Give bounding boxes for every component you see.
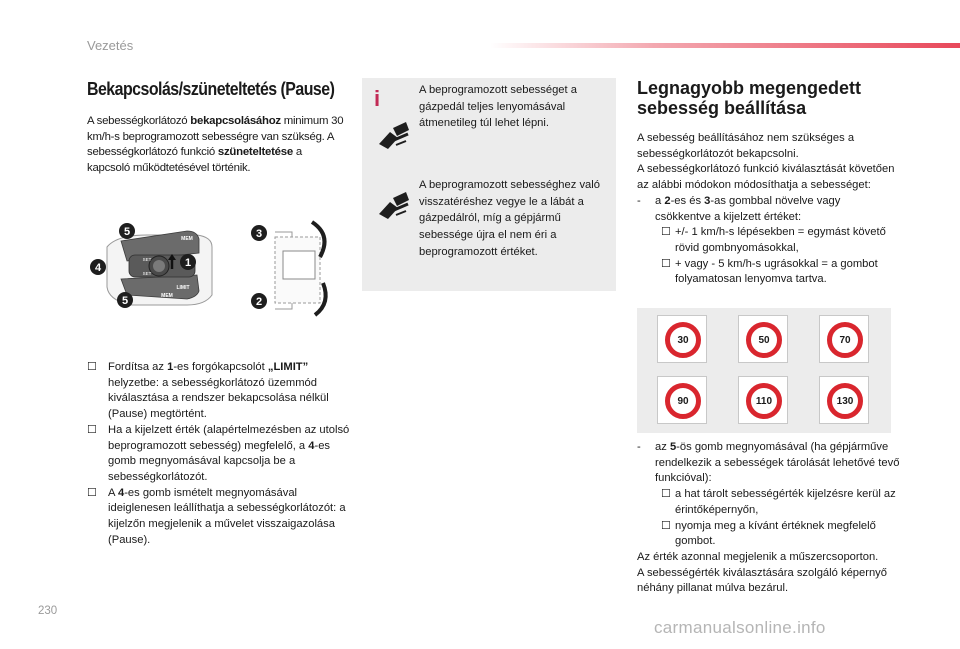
speed-sign-70: 70 bbox=[827, 322, 863, 358]
speed-sign-30: 30 bbox=[665, 322, 701, 358]
svg-text:5: 5 bbox=[123, 226, 131, 238]
bullet-mark-icon: ☐ bbox=[661, 488, 672, 501]
right-paragraph-3: Az érték azonnal megjelenik a műszercsoporton. bbox=[637, 550, 879, 563]
svg-text:4: 4 bbox=[94, 262, 102, 274]
watermark: carmanualsonline.info bbox=[654, 618, 826, 637]
svg-text:2: 2 bbox=[255, 296, 263, 308]
bullet-mark-icon: ☐ bbox=[661, 519, 672, 532]
page-number: 230 bbox=[38, 605, 58, 617]
speed-sign-card bbox=[819, 376, 869, 424]
bullet-mark-icon: ☐ bbox=[87, 423, 98, 436]
left-bullet-list bbox=[87, 360, 352, 548]
right-column-lower bbox=[637, 440, 907, 597]
switch-label-mem-bottom: MEM bbox=[161, 293, 173, 299]
speed-sign-card bbox=[738, 376, 788, 424]
callout-1-icon bbox=[180, 254, 196, 270]
speed-sign-110: 110 bbox=[746, 383, 782, 419]
svg-text:3: 3 bbox=[255, 228, 263, 240]
limiter-switch-figure bbox=[87, 217, 347, 322]
section-title: Vezetés bbox=[87, 38, 134, 53]
switch-label-set-1: SET bbox=[142, 257, 152, 262]
switch-side-view-illustration bbox=[275, 222, 326, 315]
callout-2-icon bbox=[251, 293, 267, 309]
callout-5-bottom-icon bbox=[117, 292, 133, 308]
switch-label-set-2: SET bbox=[142, 271, 152, 276]
speed-sign-card bbox=[738, 315, 788, 363]
header-accent-line bbox=[490, 43, 960, 48]
bullet-mark-icon: ☐ bbox=[661, 257, 672, 270]
speed-signs-panel bbox=[637, 308, 891, 433]
list-item: ☐ +/- 1 km/h-s lépésekben = egymást követő rövid gombnyomásokkal, bbox=[661, 226, 886, 254]
switch-label-limit: LIMIT bbox=[176, 285, 190, 291]
list-item: ☐ nyomja meg a kívánt értéknek megfelelő gombot. bbox=[661, 519, 876, 548]
list-item: ☐ A 4-es gomb ismételt megnyomásával ideiglenesen leállíthatja a sebességkorlátozót: a kijelzőn megjelenik a művelet visszaigazolása (Pause). bbox=[87, 486, 346, 546]
list-item: ☐ Ha a kijelzett érték (alapértelmezésben az utolsó beprogramozott sebesség) megfelelő, a 4-es gomb megnyomásával kapcsolja be a sebességkorlátozót. bbox=[87, 423, 350, 483]
bullet-mark-icon: ☐ bbox=[87, 361, 98, 373]
foot-pedal-icon bbox=[376, 118, 412, 152]
left-heading: Bekapcsolás/szüneteltetés (Pause) bbox=[87, 78, 335, 99]
left-column bbox=[87, 78, 347, 176]
svg-text:1: 1 bbox=[184, 257, 192, 269]
right-paragraph-1: A sebesség beállításához nem szükséges a sebességkorlátozót bekapcsolni. bbox=[637, 132, 855, 160]
speed-sign-card bbox=[657, 315, 707, 363]
speed-sign-130: 130 bbox=[827, 383, 863, 419]
right-paragraph-4: A sebességérték kiválasztására szolgáló képernyő néhány pillanat múlva bezárul. bbox=[637, 566, 887, 595]
speed-sign-90: 90 bbox=[665, 383, 701, 419]
speed-sign-50: 50 bbox=[746, 322, 782, 358]
speed-sign-card bbox=[819, 315, 869, 363]
switch-label-mem-top: MEM bbox=[181, 236, 193, 242]
callout-4-icon bbox=[90, 259, 106, 275]
foot-release-icon bbox=[376, 188, 412, 222]
callout-3-icon bbox=[251, 225, 267, 241]
list-item: ☐ Fordítsa az 1-es forgókapcsolót „LIMIT” helyzetbe: a sebességkorlátozó üzemmód kiválasztása a rendszer bekapcsolása nélkül (Pause) megtörtént. bbox=[87, 361, 329, 421]
info-box bbox=[362, 78, 616, 291]
speed-sign-card bbox=[657, 376, 707, 424]
callout-5-top-icon bbox=[119, 223, 135, 239]
info-text-override: A beprogramozott sebességet a gázpedál teljes lenyomásával átmenetileg túl lehet lépni. bbox=[419, 84, 577, 130]
right-heading: Legnagyobb megengedett sebesség beállítása bbox=[637, 78, 862, 118]
svg-text:5: 5 bbox=[121, 295, 129, 307]
right-column bbox=[637, 78, 897, 288]
list-item: - a 2-es és 3-as gombbal növelve vagy csökkentve a kijelzett értéket: bbox=[637, 194, 841, 223]
bullet-mark-icon: ☐ bbox=[87, 486, 98, 499]
bullet-mark-icon: ☐ bbox=[661, 226, 672, 239]
info-icon: i bbox=[374, 86, 381, 111]
list-item: ☐ + vagy - 5 km/h-s ugrásokkal = a gombot folyamatosan lenyomva tartva. bbox=[661, 257, 878, 286]
right-paragraph-2: A sebességkorlátozó funkció kiválasztását követően az alábbi módokon módosíthatja a sebességet: bbox=[637, 163, 895, 192]
list-item: - az 5-ös gomb megnyomásával (ha gépjárműve rendelkezik a sebességek tárolását lehetővé tevő funkcióval): bbox=[637, 441, 900, 485]
info-text-return: A beprogramozott sebességhez való visszatéréshez vegye le a lábát a gázpedálról, míg a gépjármű sebessége újra el nem éri a beprogramozott értéket. bbox=[419, 179, 600, 258]
list-item: ☐ a hat tárolt sebességérték kijelzésre kerül az érintőképernyőn, bbox=[661, 488, 896, 516]
left-intro: A sebességkorlátozó bekapcsolásához minimum 30 km/h-s beprogramozott sebességre van szükség. A sebességkorlátozó funkció szüneteltetése a kapcsoló működtetésével történik. bbox=[87, 115, 344, 174]
